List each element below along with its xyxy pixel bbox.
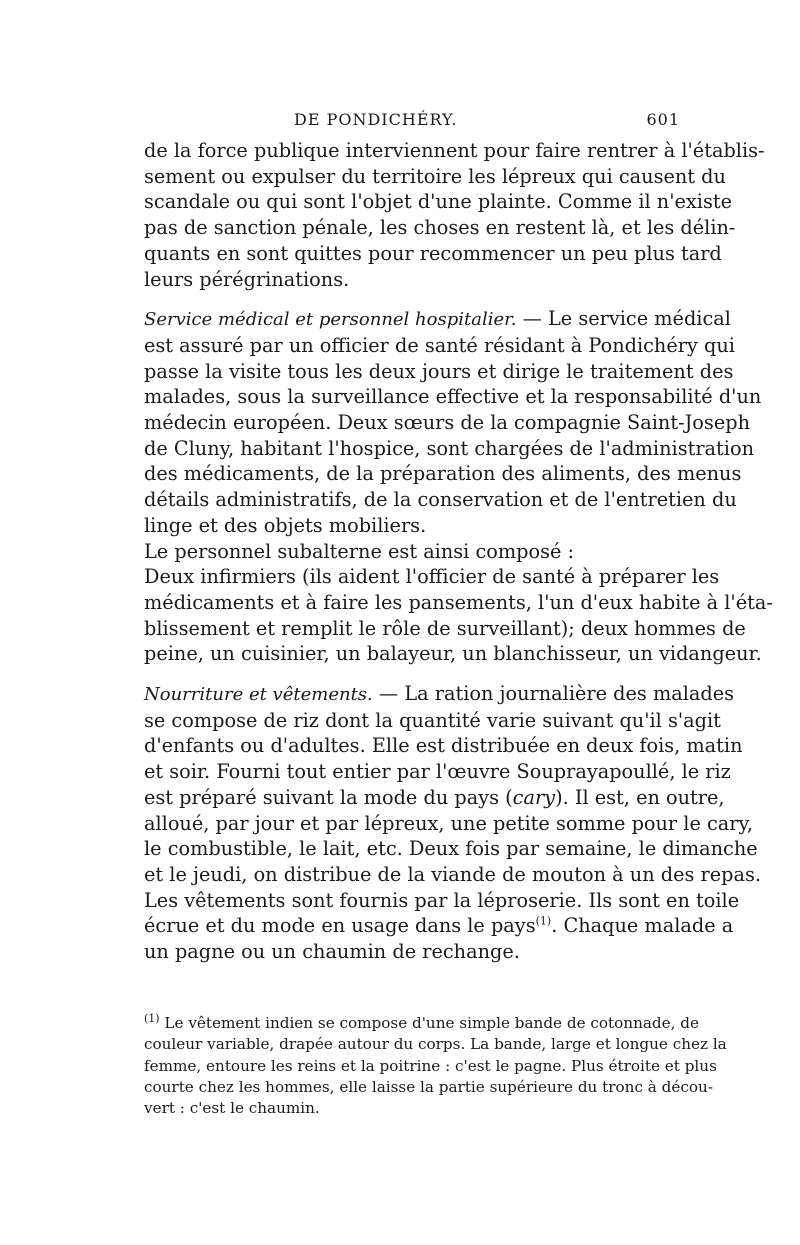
text-line: médecin européen. Deux sœurs de la compagnie Saint-Joseph (144, 411, 750, 435)
text-line (144, 785, 725, 811)
text-fragment: — La ration journalière des malades (372, 682, 735, 706)
text-line: linge et des objets mobiliers. (144, 513, 427, 537)
text-line: et le jeudi, on distribue de la viande de mouton à un des repas. (144, 862, 762, 886)
footnote-line: couleur variable, drapée autour du corps. La bande, large et longue chez la (144, 1035, 727, 1054)
paragraph-infirmiers (144, 564, 773, 667)
footnote-line: courte chez les hommes, elle laisse la partie supérieure du tronc à décou- (144, 1077, 713, 1096)
text-line: quants en sont quittes pour recommencer un peu plus tard (144, 241, 722, 265)
text-fragment: — Le service médical (516, 307, 731, 331)
text-line: le combustible, le lait, etc. Deux fois par semaine, le dimanche (144, 837, 758, 861)
text-line: de Cluny, habitant l'hospice, sont chargées de l'administration (144, 436, 754, 460)
text-line: peine, un cuisinier, un balayeur, un blanchisseur, un vidangeur. (144, 642, 762, 666)
text-line: blissement et remplit le rôle de surveillant); deux hommes de (144, 616, 746, 640)
footnote-marker: (1) (144, 1011, 160, 1025)
text-line: médicaments et à faire les pansements, l'un d'eux habite à l'éta- (144, 590, 773, 614)
paragraph-personnel (144, 539, 682, 565)
text-fragment: est préparé suivant la mode du pays ( (144, 785, 513, 809)
paragraph-nourriture (144, 681, 762, 888)
italic-term-cary: cary (512, 785, 556, 809)
paragraph-service-medical (144, 306, 762, 538)
text-line: des médicaments, de la préparation des aliments, des menus (144, 462, 742, 486)
text-line (144, 681, 735, 708)
text-line: alloué, par jour et par lépreux, une petite somme pour le cary, (144, 811, 753, 835)
text-line (144, 913, 734, 939)
text-line: sement ou expulser du territoire les lépreux qui causent du (144, 164, 726, 188)
text-line: et soir. Fourni tout entier par l'œuvre Souprayapoullé, le riz (144, 760, 731, 784)
text-fragment: . Chaque malade a (551, 914, 734, 938)
paragraph-1 (144, 138, 765, 292)
text-line: leurs pérégrinations. (144, 267, 350, 291)
section-heading-service-medical: Service médical et personnel hospitalier. (144, 309, 517, 331)
text-line (144, 306, 731, 333)
text-line: malades, sous la surveillance effective et la responsabilité d'un (144, 385, 762, 409)
page-body (144, 106, 773, 965)
footnote-line: vert : c'est le chaumin. (144, 1099, 320, 1118)
text-line: est assuré par un officier de santé résidant à Pondichéry qui (144, 333, 735, 357)
text-line: un pagne ou un chaumin de rechange. (144, 940, 520, 964)
text-line: Deux infirmiers (ils aident l'officier de santé à préparer les (144, 565, 720, 589)
text-fragment: Le vêtement indien se compose d'une simple bande de cotonnade, de (159, 1014, 699, 1032)
text-fragment: écrue et du mode en usage dans le pays (144, 914, 536, 938)
text-line: d'enfants ou d'adultes. Elle est distribuée en deux fois, matin (144, 734, 743, 758)
text-line: passe la visite tous les deux jours et dirige le traitement des (144, 359, 734, 383)
running-title: DE PONDICHÉRY. (294, 110, 458, 129)
footnote-line: femme, entoure les reins et la poitrine : c'est le pagne. Plus étroite et plus (144, 1056, 717, 1075)
running-header (144, 106, 682, 138)
text-line: Le personnel subalterne est ainsi composé : (144, 539, 575, 563)
text-fragment: ). Il est, en outre, (555, 785, 725, 809)
text-line: se compose de riz dont la quantité varie suivant qu'il s'agit (144, 708, 721, 732)
text-line: de la force publique interviennent pour faire rentrer à l'établis- (144, 139, 765, 162)
text-line: pas de sanction pénale, les choses en restent là, et les délin- (144, 216, 736, 240)
page-number: 601 (646, 110, 680, 129)
paragraph-vetements (144, 888, 740, 965)
footnote-line (144, 1011, 699, 1034)
footnote (144, 1011, 727, 1119)
text-line: Les vêtements sont fournis par la léproserie. Ils sont en toile (144, 888, 740, 912)
section-heading-nourriture: Nourriture et vêtements. (144, 684, 373, 706)
text-line: détails administratifs, de la conservation et de l'entretien du (144, 488, 737, 512)
text-line: scandale ou qui sont l'objet d'une plainte. Comme il n'existe (144, 190, 733, 214)
footnote-reference: (1) (535, 914, 552, 928)
